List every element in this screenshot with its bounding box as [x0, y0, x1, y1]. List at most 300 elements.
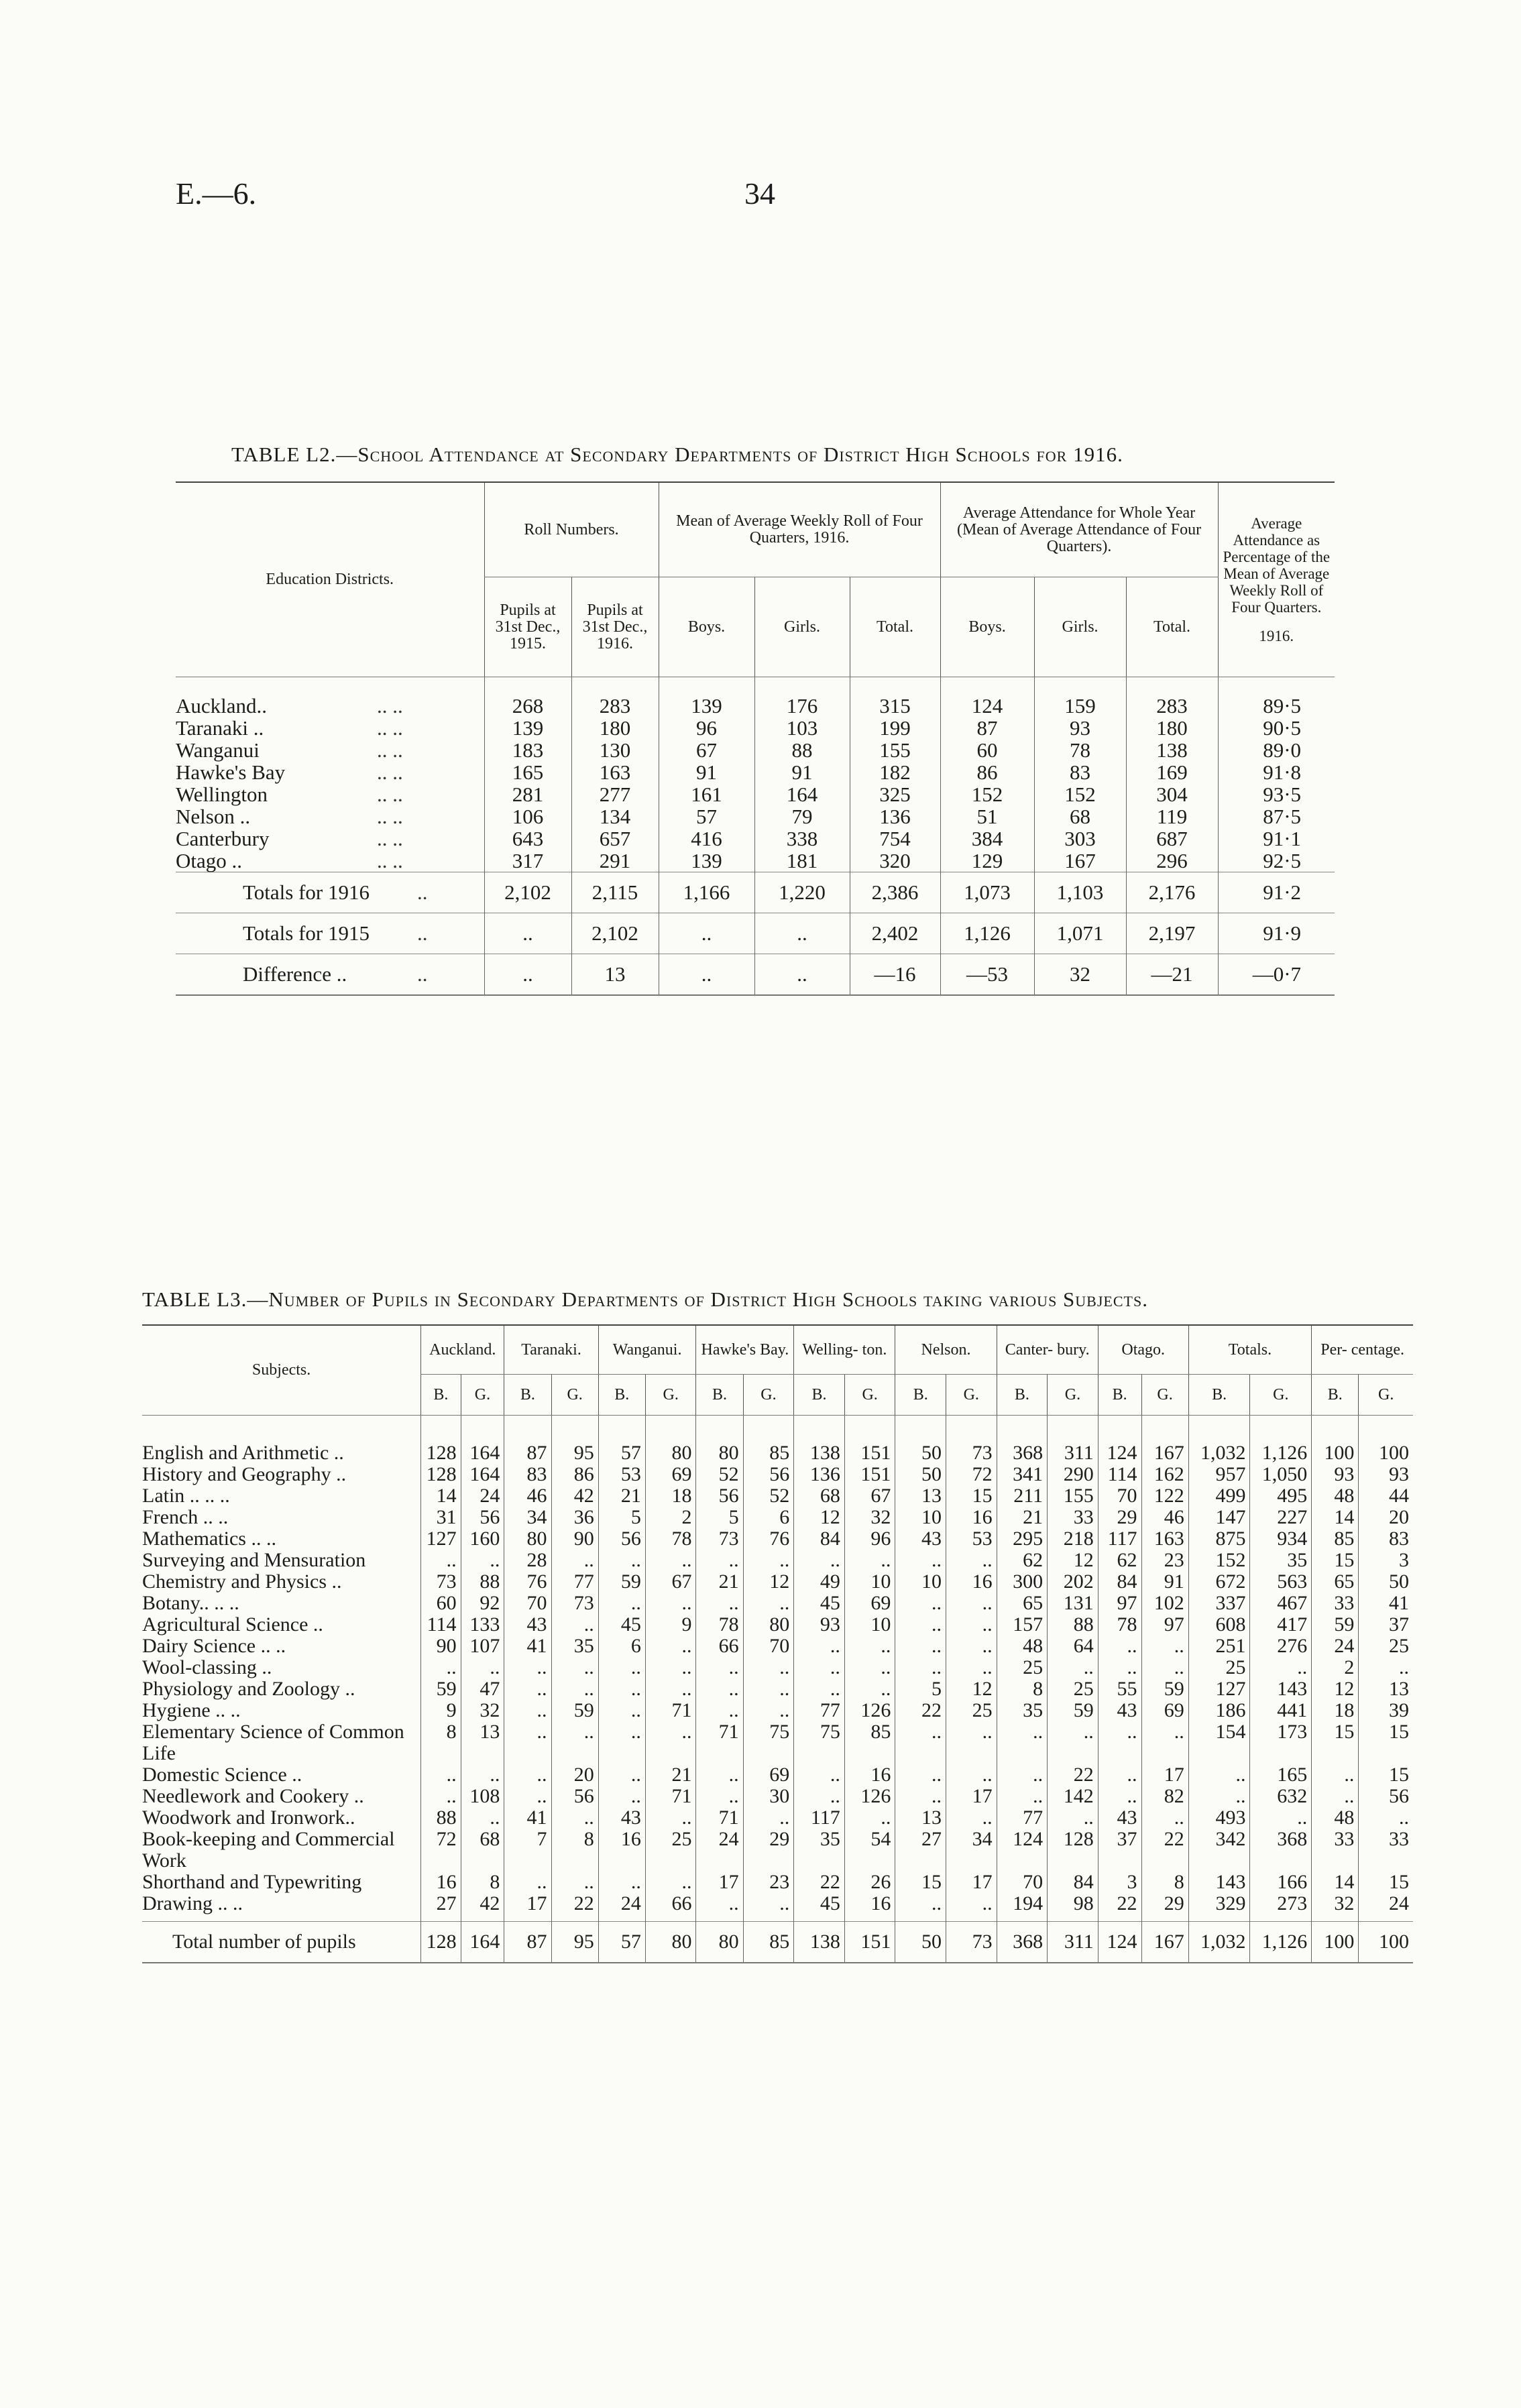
count-cell: 12	[1048, 1550, 1098, 1571]
total-count-cell: 80	[696, 1922, 743, 1963]
count-cell: ..	[1250, 1807, 1312, 1829]
spacer-cell	[142, 1914, 421, 1922]
count-cell: ..	[1188, 1786, 1250, 1807]
count-cell: 93	[794, 1614, 845, 1636]
count-cell: 6	[598, 1636, 645, 1657]
count-cell: 18	[645, 1485, 696, 1507]
count-cell: 50	[895, 1464, 946, 1485]
header-boys: B.	[1188, 1375, 1250, 1416]
value-cell: 643	[484, 827, 571, 850]
value-cell: 79	[754, 805, 850, 827]
count-cell: ..	[844, 1807, 895, 1829]
header-girls: G.	[844, 1375, 895, 1416]
count-cell: ..	[1312, 1764, 1359, 1786]
value-cell: 96	[659, 717, 754, 739]
header-average-attendance: Average Attendance for Whole Year (Mean of Average Attendance of Four Quarters).	[940, 482, 1218, 577]
count-cell: ..	[598, 1721, 645, 1764]
count-cell: 18	[1312, 1700, 1359, 1721]
count-cell: 62	[1098, 1550, 1141, 1571]
subject-row	[142, 1571, 1413, 1593]
count-cell: 273	[1250, 1893, 1312, 1914]
header-district: Auckland.	[421, 1325, 504, 1375]
spacer-row	[176, 677, 1335, 695]
spacer-cell	[1048, 1416, 1098, 1443]
district-row	[176, 805, 1335, 827]
count-cell: 251	[1188, 1636, 1250, 1657]
subject-row	[142, 1657, 1413, 1678]
count-cell: 66	[696, 1636, 743, 1657]
count-cell: 202	[1048, 1571, 1098, 1593]
count-cell: 17	[504, 1893, 551, 1914]
subject-name: Drawing .. ..	[142, 1892, 243, 1914]
table-l2-caption	[231, 443, 1123, 467]
header-pupils-1915: Pupils at 31st Dec., 1915.	[484, 577, 571, 677]
count-cell: 16	[946, 1571, 997, 1593]
district-name: Otago ..	[176, 849, 243, 872]
value-cell: 183	[484, 739, 571, 761]
total-count-cell: 73	[946, 1922, 997, 1963]
count-cell: 124	[997, 1829, 1048, 1872]
count-cell: 62	[997, 1550, 1048, 1571]
count-cell: 608	[1188, 1614, 1250, 1636]
subject-row	[142, 1550, 1413, 1571]
count-cell: 91	[1141, 1571, 1188, 1593]
count-cell: 337	[1188, 1593, 1250, 1614]
count-cell: 10	[844, 1614, 895, 1636]
spacer-cell	[461, 1914, 504, 1922]
totals-value-cell: ..	[659, 913, 754, 954]
count-cell: 15	[1359, 1872, 1413, 1893]
value-cell: 57	[659, 805, 754, 827]
header-district: Otago.	[1098, 1325, 1188, 1375]
count-cell: ..	[794, 1550, 845, 1571]
count-cell: 73	[946, 1442, 997, 1464]
count-cell: 108	[461, 1786, 504, 1807]
count-cell: 92	[461, 1593, 504, 1614]
total-count-cell: 80	[645, 1922, 696, 1963]
count-cell: 83	[1359, 1528, 1413, 1550]
leader-dots: .. ..	[377, 805, 403, 828]
value-cell: 129	[940, 850, 1034, 872]
count-cell: 17	[1141, 1764, 1188, 1786]
subject-row	[142, 1893, 1413, 1914]
count-cell: 368	[1250, 1829, 1312, 1872]
count-cell: ..	[551, 1678, 598, 1700]
spacer-cell	[176, 677, 484, 695]
count-cell: 218	[1048, 1528, 1098, 1550]
subject-row	[142, 1485, 1413, 1507]
totals-row	[176, 872, 1335, 913]
count-cell: 166	[1250, 1872, 1312, 1893]
count-cell: 88	[1048, 1614, 1098, 1636]
header-girls: G.	[1250, 1375, 1312, 1416]
count-cell: ..	[598, 1872, 645, 1893]
count-cell: 29	[743, 1829, 794, 1872]
count-cell: 154	[1188, 1721, 1250, 1764]
count-cell: 467	[1250, 1593, 1312, 1614]
count-cell: 27	[895, 1829, 946, 1872]
value-cell: 119	[1126, 805, 1218, 827]
header-girls: G.	[551, 1375, 598, 1416]
leader-dots: .. ..	[377, 694, 403, 718]
value-cell: 93·5	[1218, 783, 1335, 805]
count-cell: ..	[551, 1657, 598, 1678]
value-cell: 67	[659, 739, 754, 761]
count-cell: ..	[1141, 1636, 1188, 1657]
count-cell: 10	[895, 1571, 946, 1593]
spacer-cell	[1250, 1914, 1312, 1922]
count-cell: 194	[997, 1893, 1048, 1914]
count-cell: ..	[645, 1636, 696, 1657]
count-cell: ..	[645, 1807, 696, 1829]
count-cell: 17	[696, 1872, 743, 1893]
count-cell: 68	[794, 1485, 845, 1507]
value-cell: 91·1	[1218, 827, 1335, 850]
count-cell: 12	[794, 1507, 845, 1528]
count-cell: ..	[504, 1700, 551, 1721]
value-cell: 304	[1126, 783, 1218, 805]
count-cell: ..	[421, 1786, 461, 1807]
totals-value-cell: 91·9	[1218, 913, 1335, 954]
value-cell: 180	[1126, 717, 1218, 739]
count-cell: 69	[1141, 1700, 1188, 1721]
count-cell: 368	[997, 1442, 1048, 1464]
count-cell: 33	[1048, 1507, 1098, 1528]
count-cell: 1,050	[1250, 1464, 1312, 1485]
value-cell: 320	[850, 850, 940, 872]
count-cell: 29	[1141, 1893, 1188, 1914]
count-cell: 7	[504, 1829, 551, 1872]
header-district: Welling- ton.	[794, 1325, 895, 1375]
value-cell: 136	[850, 805, 940, 827]
value-cell: 687	[1126, 827, 1218, 850]
count-cell: 87	[504, 1442, 551, 1464]
count-cell: 56	[1359, 1786, 1413, 1807]
count-cell: 128	[1048, 1829, 1098, 1872]
value-cell: 180	[571, 717, 659, 739]
count-cell: 16	[844, 1893, 895, 1914]
spacer-cell	[946, 1914, 997, 1922]
count-cell: ..	[1141, 1721, 1188, 1764]
count-cell: 37	[1098, 1829, 1141, 1872]
count-cell: 417	[1250, 1614, 1312, 1636]
spacer-cell	[1188, 1416, 1250, 1443]
value-cell: 317	[484, 850, 571, 872]
count-cell: ..	[645, 1872, 696, 1893]
count-cell: 88	[461, 1571, 504, 1593]
count-cell: 54	[844, 1829, 895, 1872]
count-cell: ..	[743, 1700, 794, 1721]
header-education-districts: Education Districts.	[176, 482, 484, 677]
subject-row	[142, 1721, 1413, 1764]
subject-row	[142, 1786, 1413, 1807]
district-row	[176, 717, 1335, 739]
value-cell: 277	[571, 783, 659, 805]
spacer-cell	[794, 1416, 845, 1443]
count-cell: ..	[551, 1721, 598, 1764]
value-cell: 296	[1126, 850, 1218, 872]
count-cell: 12	[743, 1571, 794, 1593]
count-cell: ..	[946, 1636, 997, 1657]
count-cell: 59	[1141, 1678, 1188, 1700]
leader-dots: .. ..	[377, 783, 403, 806]
count-cell: 75	[743, 1721, 794, 1764]
count-cell: 85	[743, 1442, 794, 1464]
count-cell: 96	[844, 1528, 895, 1550]
count-cell: 80	[645, 1442, 696, 1464]
count-cell: 13	[895, 1485, 946, 1507]
count-cell: ..	[504, 1657, 551, 1678]
district-name: Auckland..	[176, 694, 268, 718]
table-l3-caption	[142, 1287, 1148, 1312]
header-mean-boys: Boys.	[659, 577, 754, 677]
totals-value-cell: ..	[659, 954, 754, 996]
count-cell: ..	[598, 1550, 645, 1571]
total-count-cell: 167	[1141, 1922, 1188, 1963]
count-cell: 56	[461, 1507, 504, 1528]
totals-value-cell: 2,197	[1126, 913, 1218, 954]
leader-dots: .. ..	[377, 849, 403, 872]
count-cell: 164	[461, 1442, 504, 1464]
count-cell: 14	[421, 1485, 461, 1507]
value-cell: 139	[484, 717, 571, 739]
spacer-cell	[421, 1914, 461, 1922]
total-count-cell: 151	[844, 1922, 895, 1963]
value-cell: 165	[484, 761, 571, 783]
table-l2-body	[176, 677, 1335, 996]
value-cell: 134	[571, 805, 659, 827]
district-row	[176, 827, 1335, 850]
count-cell: 69	[645, 1464, 696, 1485]
count-cell: 3	[1098, 1872, 1141, 1893]
count-cell: ..	[946, 1614, 997, 1636]
count-cell: 164	[461, 1464, 504, 1485]
count-cell: 90	[551, 1528, 598, 1550]
count-cell: 71	[696, 1807, 743, 1829]
district-name-cell	[176, 717, 484, 739]
spacer-cell	[895, 1914, 946, 1922]
district-name: Canterbury	[176, 827, 270, 850]
count-cell: ..	[461, 1764, 504, 1786]
value-cell: 68	[1034, 805, 1126, 827]
count-cell: ..	[794, 1657, 845, 1678]
count-cell: ..	[895, 1593, 946, 1614]
count-cell: 22	[1141, 1829, 1188, 1872]
count-cell: 151	[844, 1464, 895, 1485]
count-cell: 21	[598, 1485, 645, 1507]
count-cell: 15	[1312, 1550, 1359, 1571]
count-cell: 53	[598, 1464, 645, 1485]
count-cell: 155	[1048, 1485, 1098, 1507]
spacer-cell	[696, 1416, 743, 1443]
count-cell: 26	[844, 1872, 895, 1893]
count-cell: ..	[1359, 1657, 1413, 1678]
header-district: Canter- bury.	[997, 1325, 1098, 1375]
value-cell: 103	[754, 717, 850, 739]
count-cell: ..	[598, 1786, 645, 1807]
totals-value-cell: 1,071	[1034, 913, 1126, 954]
count-cell: ..	[551, 1614, 598, 1636]
count-cell: 126	[844, 1700, 895, 1721]
count-cell: 36	[551, 1507, 598, 1528]
count-cell: ..	[1098, 1786, 1141, 1807]
subject-name: Book-keeping and Commercial Work	[142, 1828, 395, 1872]
count-cell: 68	[461, 1829, 504, 1872]
total-count-cell: 85	[743, 1922, 794, 1963]
header-district: Hawke's Bay.	[696, 1325, 794, 1375]
spacer-row	[142, 1914, 1413, 1922]
totals-value-cell: ..	[484, 913, 571, 954]
total-count-cell: 100	[1312, 1922, 1359, 1963]
count-cell: ..	[743, 1593, 794, 1614]
value-cell: 315	[850, 695, 940, 717]
count-cell: ..	[461, 1550, 504, 1571]
totals-value-cell: 1,073	[940, 872, 1034, 913]
count-cell: 34	[946, 1829, 997, 1872]
count-cell: 24	[1359, 1893, 1413, 1914]
subject-row	[142, 1636, 1413, 1657]
count-cell: 173	[1250, 1721, 1312, 1764]
table-l3	[142, 1324, 1413, 1963]
count-cell: 632	[1250, 1786, 1312, 1807]
count-cell: ..	[1250, 1657, 1312, 1678]
count-cell: 85	[1312, 1528, 1359, 1550]
spacer-cell	[421, 1416, 461, 1443]
value-cell: 87	[940, 717, 1034, 739]
value-cell: 163	[571, 761, 659, 783]
count-cell: ..	[696, 1593, 743, 1614]
count-cell: 86	[551, 1464, 598, 1485]
header-district: Totals.	[1188, 1325, 1312, 1375]
page-header-ref: E.—6.	[176, 176, 257, 211]
value-cell: 176	[754, 695, 850, 717]
spacer-cell	[551, 1914, 598, 1922]
count-cell: ..	[895, 1893, 946, 1914]
spacer-cell	[571, 677, 659, 695]
header-district: Per- centage.	[1312, 1325, 1413, 1375]
count-cell: 9	[421, 1700, 461, 1721]
count-cell: 3	[1359, 1550, 1413, 1571]
count-cell: ..	[421, 1657, 461, 1678]
count-cell: ..	[895, 1636, 946, 1657]
subject-name: Wool-classing ..	[142, 1656, 272, 1678]
count-cell: 70	[504, 1593, 551, 1614]
count-cell: 131	[1048, 1593, 1098, 1614]
value-cell: 161	[659, 783, 754, 805]
spacer-cell	[484, 677, 571, 695]
count-cell: 16	[946, 1507, 997, 1528]
value-cell: 89·5	[1218, 695, 1335, 717]
count-cell: 151	[844, 1442, 895, 1464]
count-cell: 25	[645, 1829, 696, 1872]
district-name-cell	[176, 783, 484, 805]
leader-dots: ..	[417, 921, 428, 945]
count-cell: 71	[696, 1721, 743, 1764]
count-cell: 15	[895, 1872, 946, 1893]
count-cell: 78	[696, 1614, 743, 1636]
count-cell: 311	[1048, 1442, 1098, 1464]
value-cell: 87·5	[1218, 805, 1335, 827]
count-cell: 27	[421, 1893, 461, 1914]
count-cell: 276	[1250, 1636, 1312, 1657]
totals-label: Difference ..	[243, 962, 347, 986]
count-cell: ..	[696, 1678, 743, 1700]
count-cell: ..	[645, 1550, 696, 1571]
subject-row	[142, 1872, 1413, 1893]
count-cell: ..	[421, 1550, 461, 1571]
count-cell: 33	[1312, 1593, 1359, 1614]
count-cell: 56	[743, 1464, 794, 1485]
count-cell: 78	[1098, 1614, 1141, 1636]
count-cell: 342	[1188, 1829, 1250, 1872]
count-cell: ..	[794, 1678, 845, 1700]
value-cell: 268	[484, 695, 571, 717]
header-boys: B.	[1098, 1375, 1141, 1416]
district-name: Wanganui	[176, 738, 260, 762]
count-cell: ..	[504, 1786, 551, 1807]
spacer-cell	[794, 1914, 845, 1922]
count-cell: 25	[1359, 1636, 1413, 1657]
count-cell: 80	[743, 1614, 794, 1636]
table-l2	[176, 481, 1335, 996]
spacer-cell	[1188, 1914, 1250, 1922]
value-cell: 83	[1034, 761, 1126, 783]
spacer-cell	[1312, 1416, 1359, 1443]
totals-value-cell: ..	[484, 954, 571, 996]
count-cell: 76	[504, 1571, 551, 1593]
count-cell: 142	[1048, 1786, 1098, 1807]
spacer-cell	[743, 1914, 794, 1922]
count-cell: 25	[1188, 1657, 1250, 1678]
leader-dots: .. ..	[377, 716, 403, 740]
count-cell: 69	[743, 1764, 794, 1786]
count-cell: 43	[1098, 1700, 1141, 1721]
subject-name: Shorthand and Typewriting	[142, 1871, 362, 1893]
count-cell: ..	[946, 1550, 997, 1571]
header-mean-weekly-roll: Mean of Average Weekly Roll of Four Quarters, 1916.	[659, 482, 940, 577]
count-cell: 75	[794, 1721, 845, 1764]
header-girls: G.	[946, 1375, 997, 1416]
district-row	[176, 739, 1335, 761]
header-girls: G.	[1141, 1375, 1188, 1416]
count-cell: 127	[421, 1528, 461, 1550]
count-cell: 22	[895, 1700, 946, 1721]
count-cell: ..	[794, 1636, 845, 1657]
count-cell: ..	[946, 1721, 997, 1764]
header-percentage	[1218, 482, 1335, 677]
count-cell: ..	[696, 1550, 743, 1571]
count-cell: 43	[598, 1807, 645, 1829]
count-cell: 15	[946, 1485, 997, 1507]
count-cell: ..	[504, 1872, 551, 1893]
count-cell: 1,126	[1250, 1442, 1312, 1464]
count-cell: 211	[997, 1485, 1048, 1507]
count-cell: 83	[504, 1464, 551, 1485]
value-cell: 181	[754, 850, 850, 872]
count-cell: ..	[743, 1807, 794, 1829]
district-name: Nelson ..	[176, 805, 251, 828]
count-cell: 80	[696, 1442, 743, 1464]
total-count-cell: 368	[997, 1922, 1048, 1963]
value-cell: 291	[571, 850, 659, 872]
count-cell: 24	[461, 1485, 504, 1507]
count-cell: 42	[551, 1485, 598, 1507]
count-cell: 107	[461, 1636, 504, 1657]
header-girls: G.	[461, 1375, 504, 1416]
count-cell: ..	[598, 1678, 645, 1700]
total-pupils-row	[142, 1922, 1413, 1963]
district-row	[176, 695, 1335, 717]
